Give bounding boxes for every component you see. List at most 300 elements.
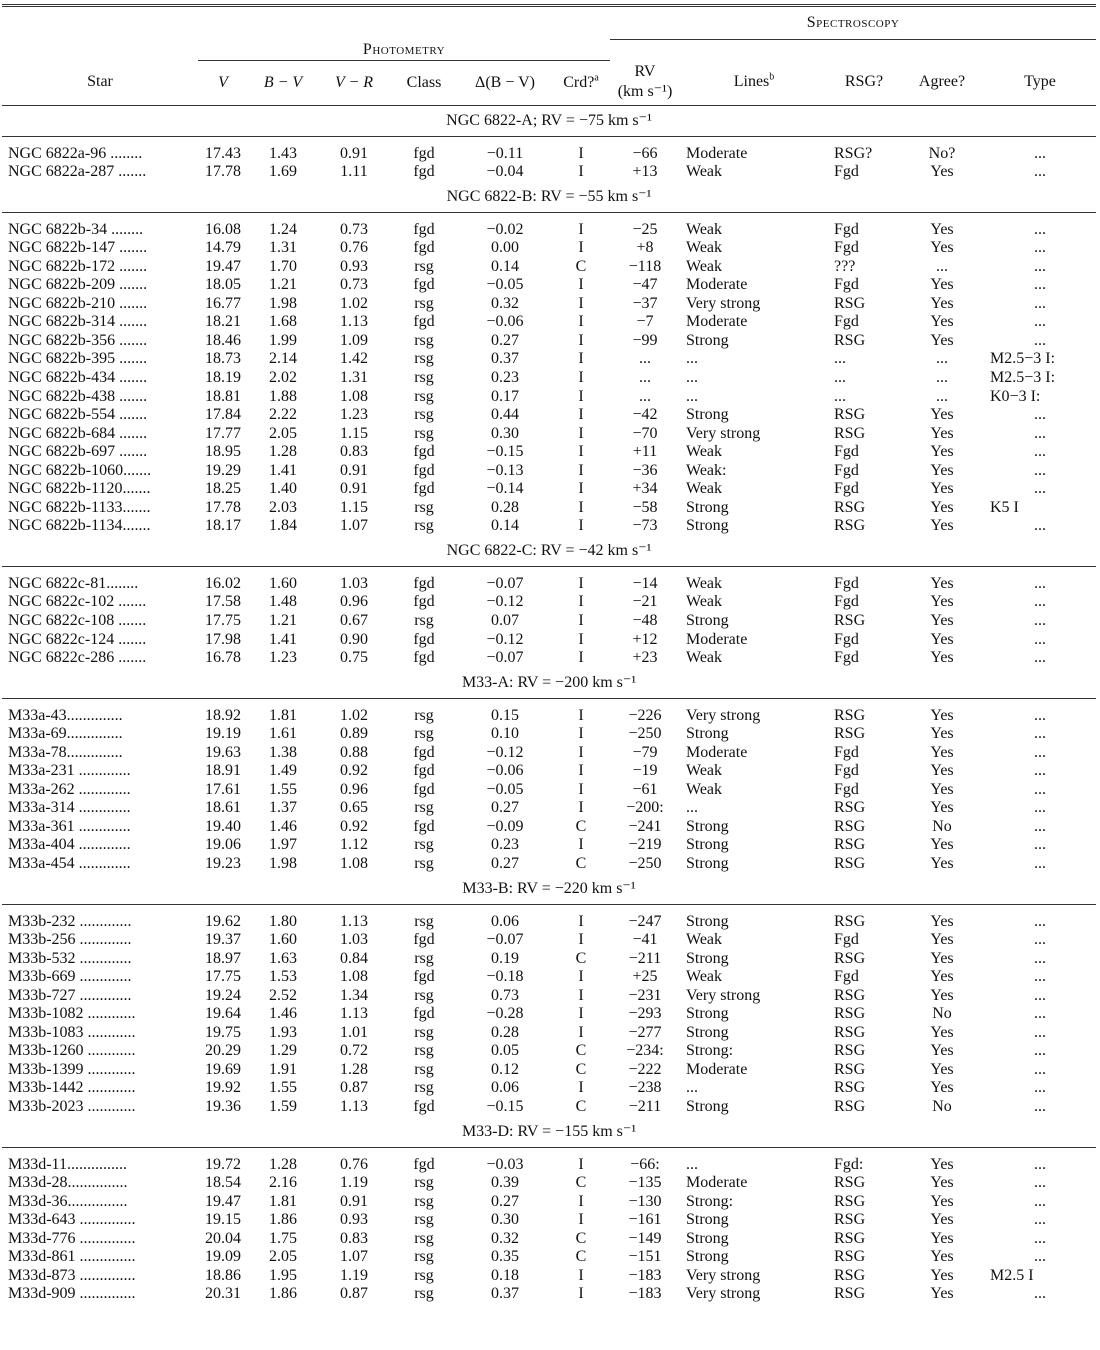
cell-rsg: ... xyxy=(834,387,846,405)
cell-rsg: RSG xyxy=(834,1098,866,1116)
cell-delta-b-minus-v: 0.15 xyxy=(491,706,519,724)
cell-b-minus-v: 1.53 xyxy=(269,968,297,986)
cell-v-minus-r: 0.65 xyxy=(340,799,368,817)
cell-v-minus-r: 1.07 xyxy=(340,1248,368,1266)
cell-lines: Strong xyxy=(686,949,729,967)
cell-crd: I xyxy=(578,836,584,854)
cell-crd: I xyxy=(578,611,584,629)
cell-class: rsg xyxy=(414,424,434,442)
cell-star: NGC 6822b-697 ....... xyxy=(8,443,148,461)
cell-rsg: RSG xyxy=(834,986,866,1004)
cell-b-minus-v: 1.21 xyxy=(269,611,297,629)
cell-crd: I xyxy=(578,424,584,442)
cell-b-minus-v: 1.80 xyxy=(269,912,297,930)
cell-rsg: RSG xyxy=(834,1211,866,1229)
cell-agree: Yes xyxy=(930,220,954,238)
cell-v: 17.84 xyxy=(205,406,241,424)
section-title: M33-B: RV = −220 km s⁻¹ xyxy=(2,874,1096,905)
table-row xyxy=(2,1248,1096,1267)
cell-lines: Weak xyxy=(686,574,723,592)
table-row xyxy=(2,913,1096,932)
col-rv: RV (km s⁻¹) xyxy=(610,60,680,105)
cell-crd: I xyxy=(578,350,584,368)
cell-class: fgd xyxy=(413,163,435,181)
cell-lines: Moderate xyxy=(686,1174,748,1192)
cell-crd: I xyxy=(578,968,584,986)
cell-rsg: RSG xyxy=(834,706,866,724)
cell-star: M33a-69.............. xyxy=(8,725,123,743)
cell-star: NGC 6822a-96 ........ xyxy=(8,144,143,162)
cell-v: 19.92 xyxy=(205,1079,241,1097)
cell-v-minus-r: 0.67 xyxy=(340,611,368,629)
cell-star: M33d-776 .............. xyxy=(8,1229,136,1247)
cell-class: rsg xyxy=(414,1023,434,1041)
cell-v: 17.78 xyxy=(205,163,241,181)
cell-crd: C xyxy=(575,1248,587,1266)
cell-lines: ... xyxy=(686,387,698,405)
cell-star: NGC 6822b-314 ....... xyxy=(8,313,148,331)
cell-v-minus-r: 1.13 xyxy=(340,1005,368,1023)
table-row xyxy=(2,350,1096,369)
cell-delta-b-minus-v: −0.11 xyxy=(486,144,524,162)
table-row xyxy=(2,987,1096,1006)
cell-agree: Yes xyxy=(930,1229,954,1247)
cell-v: 20.29 xyxy=(205,1042,241,1060)
cell-class: rsg xyxy=(414,406,434,424)
cell-rsg: Fgd xyxy=(834,649,859,667)
cell-b-minus-v: 2.14 xyxy=(269,350,297,368)
cell-class: fgd xyxy=(413,743,435,761)
cell-v: 18.91 xyxy=(205,762,241,780)
cell-delta-b-minus-v: −0.05 xyxy=(486,780,524,798)
cell-crd: I xyxy=(578,1079,584,1097)
table-row xyxy=(2,388,1096,407)
cell-v-minus-r: 0.87 xyxy=(340,1285,368,1303)
cell-lines: Weak xyxy=(686,443,723,461)
cell-delta-b-minus-v: 0.23 xyxy=(491,836,519,854)
cell-class: rsg xyxy=(414,1060,434,1078)
lines-footnote-mark: b xyxy=(769,71,775,83)
cell-v: 19.06 xyxy=(205,836,241,854)
cell-rv: −25 xyxy=(632,220,658,238)
cell-crd: I xyxy=(578,368,584,386)
cell-rv: −118 xyxy=(628,257,662,275)
cell-lines: Weak xyxy=(686,780,723,798)
cell-v: 18.61 xyxy=(205,799,241,817)
cell-class: fgd xyxy=(413,313,435,331)
section-header xyxy=(2,182,1096,213)
cell-agree: Yes xyxy=(930,331,954,349)
cell-rv: −14 xyxy=(632,574,658,592)
section-gap xyxy=(2,212,1096,221)
cell-rv: −130 xyxy=(628,1192,662,1210)
cell-v: 16.08 xyxy=(205,220,241,238)
cell-agree: Yes xyxy=(930,1285,954,1303)
cell-lines: Strong xyxy=(686,836,729,854)
cell-star: M33d-873 .............. xyxy=(8,1266,136,1284)
table-row xyxy=(2,744,1096,763)
cell-rsg: RSG xyxy=(834,725,866,743)
cell-delta-b-minus-v: 0.14 xyxy=(491,517,519,535)
cell-v-minus-r: 0.83 xyxy=(340,443,368,461)
cell-v: 19.23 xyxy=(205,855,241,872)
cell-crd: I xyxy=(578,1155,584,1173)
cell-star: M33a-262 ............. xyxy=(8,780,131,798)
cell-v-minus-r: 1.31 xyxy=(340,368,368,386)
cell-agree: Yes xyxy=(930,1155,954,1173)
cell-rsg: RSG xyxy=(834,1042,866,1060)
table-row xyxy=(2,276,1096,295)
cell-star: M33b-1260 ............ xyxy=(8,1042,136,1060)
table-row xyxy=(2,1061,1096,1080)
cell-type: K0−3 I: xyxy=(990,387,1041,405)
cell-class: rsg xyxy=(414,1248,434,1266)
cell-star: M33b-727 ............. xyxy=(8,986,132,1004)
cell-delta-b-minus-v: 0.17 xyxy=(491,387,519,405)
cell-star: M33b-669 ............. xyxy=(8,968,132,986)
table-row xyxy=(2,968,1096,987)
cell-type: ... xyxy=(1034,1211,1047,1229)
cell-class: fgd xyxy=(413,931,435,949)
cell-type: ... xyxy=(1034,593,1047,611)
table-row xyxy=(2,369,1096,388)
cell-v-minus-r: 1.13 xyxy=(340,313,368,331)
cell-lines: Strong xyxy=(686,1211,729,1229)
cell-rsg: RSG xyxy=(834,1248,866,1266)
cell-b-minus-v: 1.75 xyxy=(269,1229,297,1247)
cell-type: ... xyxy=(1034,331,1047,349)
cell-type: M2.5−3 I: xyxy=(990,368,1056,386)
cell-agree: Yes xyxy=(930,780,954,798)
cell-star: NGC 6822b-1133....... xyxy=(8,498,151,516)
cell-rsg: RSG xyxy=(834,799,866,817)
cell-b-minus-v: 1.41 xyxy=(269,630,297,648)
cell-delta-b-minus-v: −0.07 xyxy=(486,931,524,949)
cell-type: ... xyxy=(1034,762,1047,780)
cell-rv: −183 xyxy=(628,1266,662,1284)
cell-v-minus-r: 0.91 xyxy=(340,480,368,498)
cell-rsg: Fgd xyxy=(834,443,859,461)
cell-class: fgd xyxy=(413,461,435,479)
cell-rv: −73 xyxy=(632,517,658,535)
cell-star: NGC 6822b-1060....... xyxy=(8,461,152,479)
col-agree: Agree? xyxy=(900,60,984,105)
cell-crd: I xyxy=(578,1192,584,1210)
cell-agree: Yes xyxy=(930,294,954,312)
cell-lines: Moderate xyxy=(686,144,748,162)
cell-b-minus-v: 2.05 xyxy=(269,424,297,442)
cell-b-minus-v: 1.60 xyxy=(269,574,297,592)
table-row xyxy=(2,762,1096,781)
table-row xyxy=(2,931,1096,950)
cell-agree: Yes xyxy=(930,1174,954,1192)
cell-v-minus-r: 1.08 xyxy=(340,387,368,405)
cell-delta-b-minus-v: 0.39 xyxy=(491,1174,519,1192)
cell-lines: Strong xyxy=(686,611,729,629)
cell-agree: ... xyxy=(936,350,948,368)
cell-star: M33a-231 ............. xyxy=(8,762,131,780)
cell-crd: I xyxy=(578,574,584,592)
cell-v-minus-r: 0.72 xyxy=(340,1042,368,1060)
cell-rsg: Fgd xyxy=(834,968,859,986)
cell-lines: ... xyxy=(686,1079,698,1097)
cell-lines: Strong xyxy=(686,1248,729,1266)
cell-v: 19.19 xyxy=(205,725,241,743)
cell-type: ... xyxy=(1034,239,1047,257)
cell-class: fgd xyxy=(413,220,435,238)
cell-b-minus-v: 1.21 xyxy=(269,276,297,294)
cell-agree: ... xyxy=(936,257,948,275)
section-title: M33-A: RV = −200 km s⁻¹ xyxy=(2,668,1096,699)
cell-v-minus-r: 1.11 xyxy=(340,163,368,181)
cell-v: 19.37 xyxy=(205,931,241,949)
cell-v-minus-r: 0.90 xyxy=(340,630,368,648)
cell-v: 19.29 xyxy=(205,461,241,479)
cell-v: 19.24 xyxy=(205,986,241,1004)
cell-type: ... xyxy=(1034,743,1047,761)
cell-v: 16.78 xyxy=(205,649,241,667)
cell-class: fgd xyxy=(413,762,435,780)
cell-crd: I xyxy=(578,480,584,498)
cell-class: rsg xyxy=(414,912,434,930)
cell-v: 18.81 xyxy=(205,387,241,405)
cell-agree: Yes xyxy=(930,517,954,535)
cell-crd: I xyxy=(578,706,584,724)
cell-v: 20.04 xyxy=(205,1229,241,1247)
section-header xyxy=(2,668,1096,699)
cell-type: ... xyxy=(1034,517,1047,535)
cell-v: 19.75 xyxy=(205,1023,241,1041)
table-row xyxy=(2,163,1096,182)
cell-agree: Yes xyxy=(930,424,954,442)
table-row xyxy=(2,406,1096,425)
cell-type: ... xyxy=(1034,649,1047,667)
cell-type: ... xyxy=(1034,780,1047,798)
cell-type: ... xyxy=(1034,406,1047,424)
cell-agree: Yes xyxy=(930,855,954,872)
cell-star: M33d-861 .............. xyxy=(8,1248,136,1266)
cell-rv: −149 xyxy=(628,1229,662,1247)
table-body xyxy=(2,105,1096,1304)
cell-v-minus-r: 1.09 xyxy=(340,331,368,349)
cell-type: ... xyxy=(1034,424,1047,442)
cell-class: fgd xyxy=(413,1098,435,1116)
cell-agree: Yes xyxy=(930,461,954,479)
cell-agree: Yes xyxy=(930,931,954,949)
section-header xyxy=(2,874,1096,905)
cell-lines: ... xyxy=(686,368,698,386)
cell-agree: Yes xyxy=(930,574,954,592)
cell-rsg: RSG xyxy=(834,424,866,442)
cell-type: ... xyxy=(1034,480,1047,498)
cell-lines: Weak xyxy=(686,239,723,257)
cell-v-minus-r: 1.01 xyxy=(340,1023,368,1041)
cell-v: 18.54 xyxy=(205,1174,241,1192)
cell-rsg: RSG xyxy=(834,817,866,835)
cell-class: fgd xyxy=(413,593,435,611)
cell-agree: Yes xyxy=(930,706,954,724)
cell-star: M33a-454 ............. xyxy=(8,855,131,872)
cell-v: 18.86 xyxy=(205,1266,241,1284)
cell-v: 19.63 xyxy=(205,743,241,761)
cell-delta-b-minus-v: 0.27 xyxy=(491,855,519,872)
cell-rv: −61 xyxy=(632,780,658,798)
col-bv: B − V xyxy=(248,60,318,105)
cell-class: fgd xyxy=(413,574,435,592)
cell-star: NGC 6822c-124 ....... xyxy=(8,630,147,648)
cell-rsg: RSG xyxy=(834,1229,866,1247)
cell-b-minus-v: 1.59 xyxy=(269,1098,297,1116)
cell-rsg: RSG xyxy=(834,1266,866,1284)
table-row xyxy=(2,1230,1096,1249)
cell-class: rsg xyxy=(414,387,434,405)
cell-rv: −135 xyxy=(628,1174,662,1192)
table-row xyxy=(2,1042,1096,1061)
table-row xyxy=(2,950,1096,969)
cell-rsg: RSG xyxy=(834,1192,866,1210)
cell-v-minus-r: 0.73 xyxy=(340,220,368,238)
cell-class: fgd xyxy=(413,1155,435,1173)
cell-rsg: Fgd xyxy=(834,480,859,498)
cell-v-minus-r: 0.84 xyxy=(340,949,368,967)
cell-type: ... xyxy=(1034,1155,1047,1173)
cell-rsg: RSG xyxy=(834,1079,866,1097)
cell-agree: Yes xyxy=(930,313,954,331)
cell-b-minus-v: 1.28 xyxy=(269,1155,297,1173)
cell-v: 18.17 xyxy=(205,517,241,535)
cell-type: ... xyxy=(1034,1042,1047,1060)
cell-delta-b-minus-v: 0.27 xyxy=(491,331,519,349)
cell-delta-b-minus-v: 0.12 xyxy=(491,1060,519,1078)
cell-b-minus-v: 1.43 xyxy=(269,144,297,162)
cell-v-minus-r: 1.23 xyxy=(340,406,368,424)
cell-type: ... xyxy=(1034,461,1047,479)
col-crd: Crd?$^a$ xyxy=(552,60,610,105)
cell-crd: C xyxy=(575,855,587,872)
cell-agree: Yes xyxy=(930,949,954,967)
cell-delta-b-minus-v: −0.15 xyxy=(486,1098,524,1116)
cell-b-minus-v: 2.16 xyxy=(269,1174,297,1192)
cell-type: ... xyxy=(1034,1229,1047,1247)
cell-rv: +8 xyxy=(636,239,654,257)
cell-star: M33b-1399 ............ xyxy=(8,1060,136,1078)
cell-delta-b-minus-v: 0.10 xyxy=(491,725,519,743)
cell-lines: Moderate xyxy=(686,743,748,761)
cell-crd: I xyxy=(578,144,584,162)
cell-v-minus-r: 1.34 xyxy=(340,986,368,1004)
cell-lines: Strong xyxy=(686,498,729,516)
cell-b-minus-v: 1.95 xyxy=(269,1266,297,1284)
cell-delta-b-minus-v: −0.28 xyxy=(486,1005,524,1023)
cell-delta-b-minus-v: −0.02 xyxy=(486,220,524,238)
table-row xyxy=(2,239,1096,258)
cell-rsg: Fgd xyxy=(834,220,859,238)
cell-delta-b-minus-v: 0.37 xyxy=(491,350,519,368)
cell-v-minus-r: 0.91 xyxy=(340,1192,368,1210)
header-row-group xyxy=(2,40,1096,61)
cell-type: ... xyxy=(1034,574,1047,592)
cell-delta-b-minus-v: −0.06 xyxy=(486,762,524,780)
cell-crd: I xyxy=(578,986,584,1004)
cell-rv: −41 xyxy=(632,931,658,949)
col-v: V xyxy=(198,60,248,105)
cell-crd: I xyxy=(578,163,584,181)
cell-v: 18.05 xyxy=(205,276,241,294)
cell-rsg: RSG xyxy=(834,331,866,349)
cell-rv: −7 xyxy=(636,313,654,331)
cell-star: M33a-404 ............. xyxy=(8,836,131,854)
cell-lines: Weak: xyxy=(686,461,727,479)
cell-lines: Moderate xyxy=(686,313,748,331)
cell-type: ... xyxy=(1034,611,1047,629)
cell-lines: Very strong xyxy=(686,986,761,1004)
cell-class: rsg xyxy=(414,725,434,743)
cell-agree: Yes xyxy=(930,443,954,461)
table-row xyxy=(2,1079,1096,1098)
table-row xyxy=(2,258,1096,277)
cell-star: M33a-78.............. xyxy=(8,743,123,761)
cell-b-minus-v: 2.05 xyxy=(269,1248,297,1266)
cell-crd: I xyxy=(578,912,584,930)
cell-v-minus-r: 0.76 xyxy=(340,1155,368,1173)
cell-class: rsg xyxy=(414,949,434,967)
cell-lines: Strong xyxy=(686,1229,729,1247)
cell-rsg: RSG xyxy=(834,1174,866,1192)
cell-crd: C xyxy=(575,817,587,835)
cell-star: M33b-1442 ............ xyxy=(8,1079,136,1097)
cell-v-minus-r: 1.02 xyxy=(340,706,368,724)
table-row xyxy=(2,480,1096,499)
table-row xyxy=(2,313,1096,332)
cell-type: ... xyxy=(1034,949,1047,967)
table-row xyxy=(2,855,1096,874)
cell-star: NGC 6822b-34 ........ xyxy=(8,220,144,238)
cell-class: rsg xyxy=(414,706,434,724)
cell-crd: I xyxy=(578,1211,584,1229)
cell-crd: I xyxy=(578,517,584,535)
table-row xyxy=(2,781,1096,800)
cell-crd: I xyxy=(578,780,584,798)
cell-v: 19.15 xyxy=(205,1211,241,1229)
cell-v: 14.79 xyxy=(205,239,241,257)
cell-crd: I xyxy=(578,276,584,294)
cell-type: ... xyxy=(1034,443,1047,461)
cell-lines: Strong: xyxy=(686,1042,734,1060)
cell-rv: −293 xyxy=(628,1005,662,1023)
cell-type: ... xyxy=(1034,1098,1047,1116)
cell-rsg: RSG xyxy=(834,855,866,872)
cell-v-minus-r: 0.73 xyxy=(340,276,368,294)
cell-rsg: RSG xyxy=(834,1285,866,1303)
section-gap xyxy=(2,1147,1096,1156)
cell-lines: Strong xyxy=(686,817,729,835)
cell-type: ... xyxy=(1034,257,1047,275)
cell-star: NGC 6822b-209 ....... xyxy=(8,276,148,294)
cell-b-minus-v: 2.02 xyxy=(269,368,297,386)
cell-crd: I xyxy=(578,630,584,648)
table-row xyxy=(2,725,1096,744)
table-row xyxy=(2,818,1096,837)
cell-crd: I xyxy=(578,387,584,405)
cell-rv: +13 xyxy=(632,163,658,181)
cell-rv: +25 xyxy=(632,968,658,986)
cell-b-minus-v: 1.93 xyxy=(269,1023,297,1041)
cell-v: 19.69 xyxy=(205,1060,241,1078)
cell-b-minus-v: 1.24 xyxy=(269,220,297,238)
cell-rv: −47 xyxy=(632,276,658,294)
cell-class: rsg xyxy=(414,368,434,386)
cell-rsg: RSG xyxy=(834,836,866,854)
